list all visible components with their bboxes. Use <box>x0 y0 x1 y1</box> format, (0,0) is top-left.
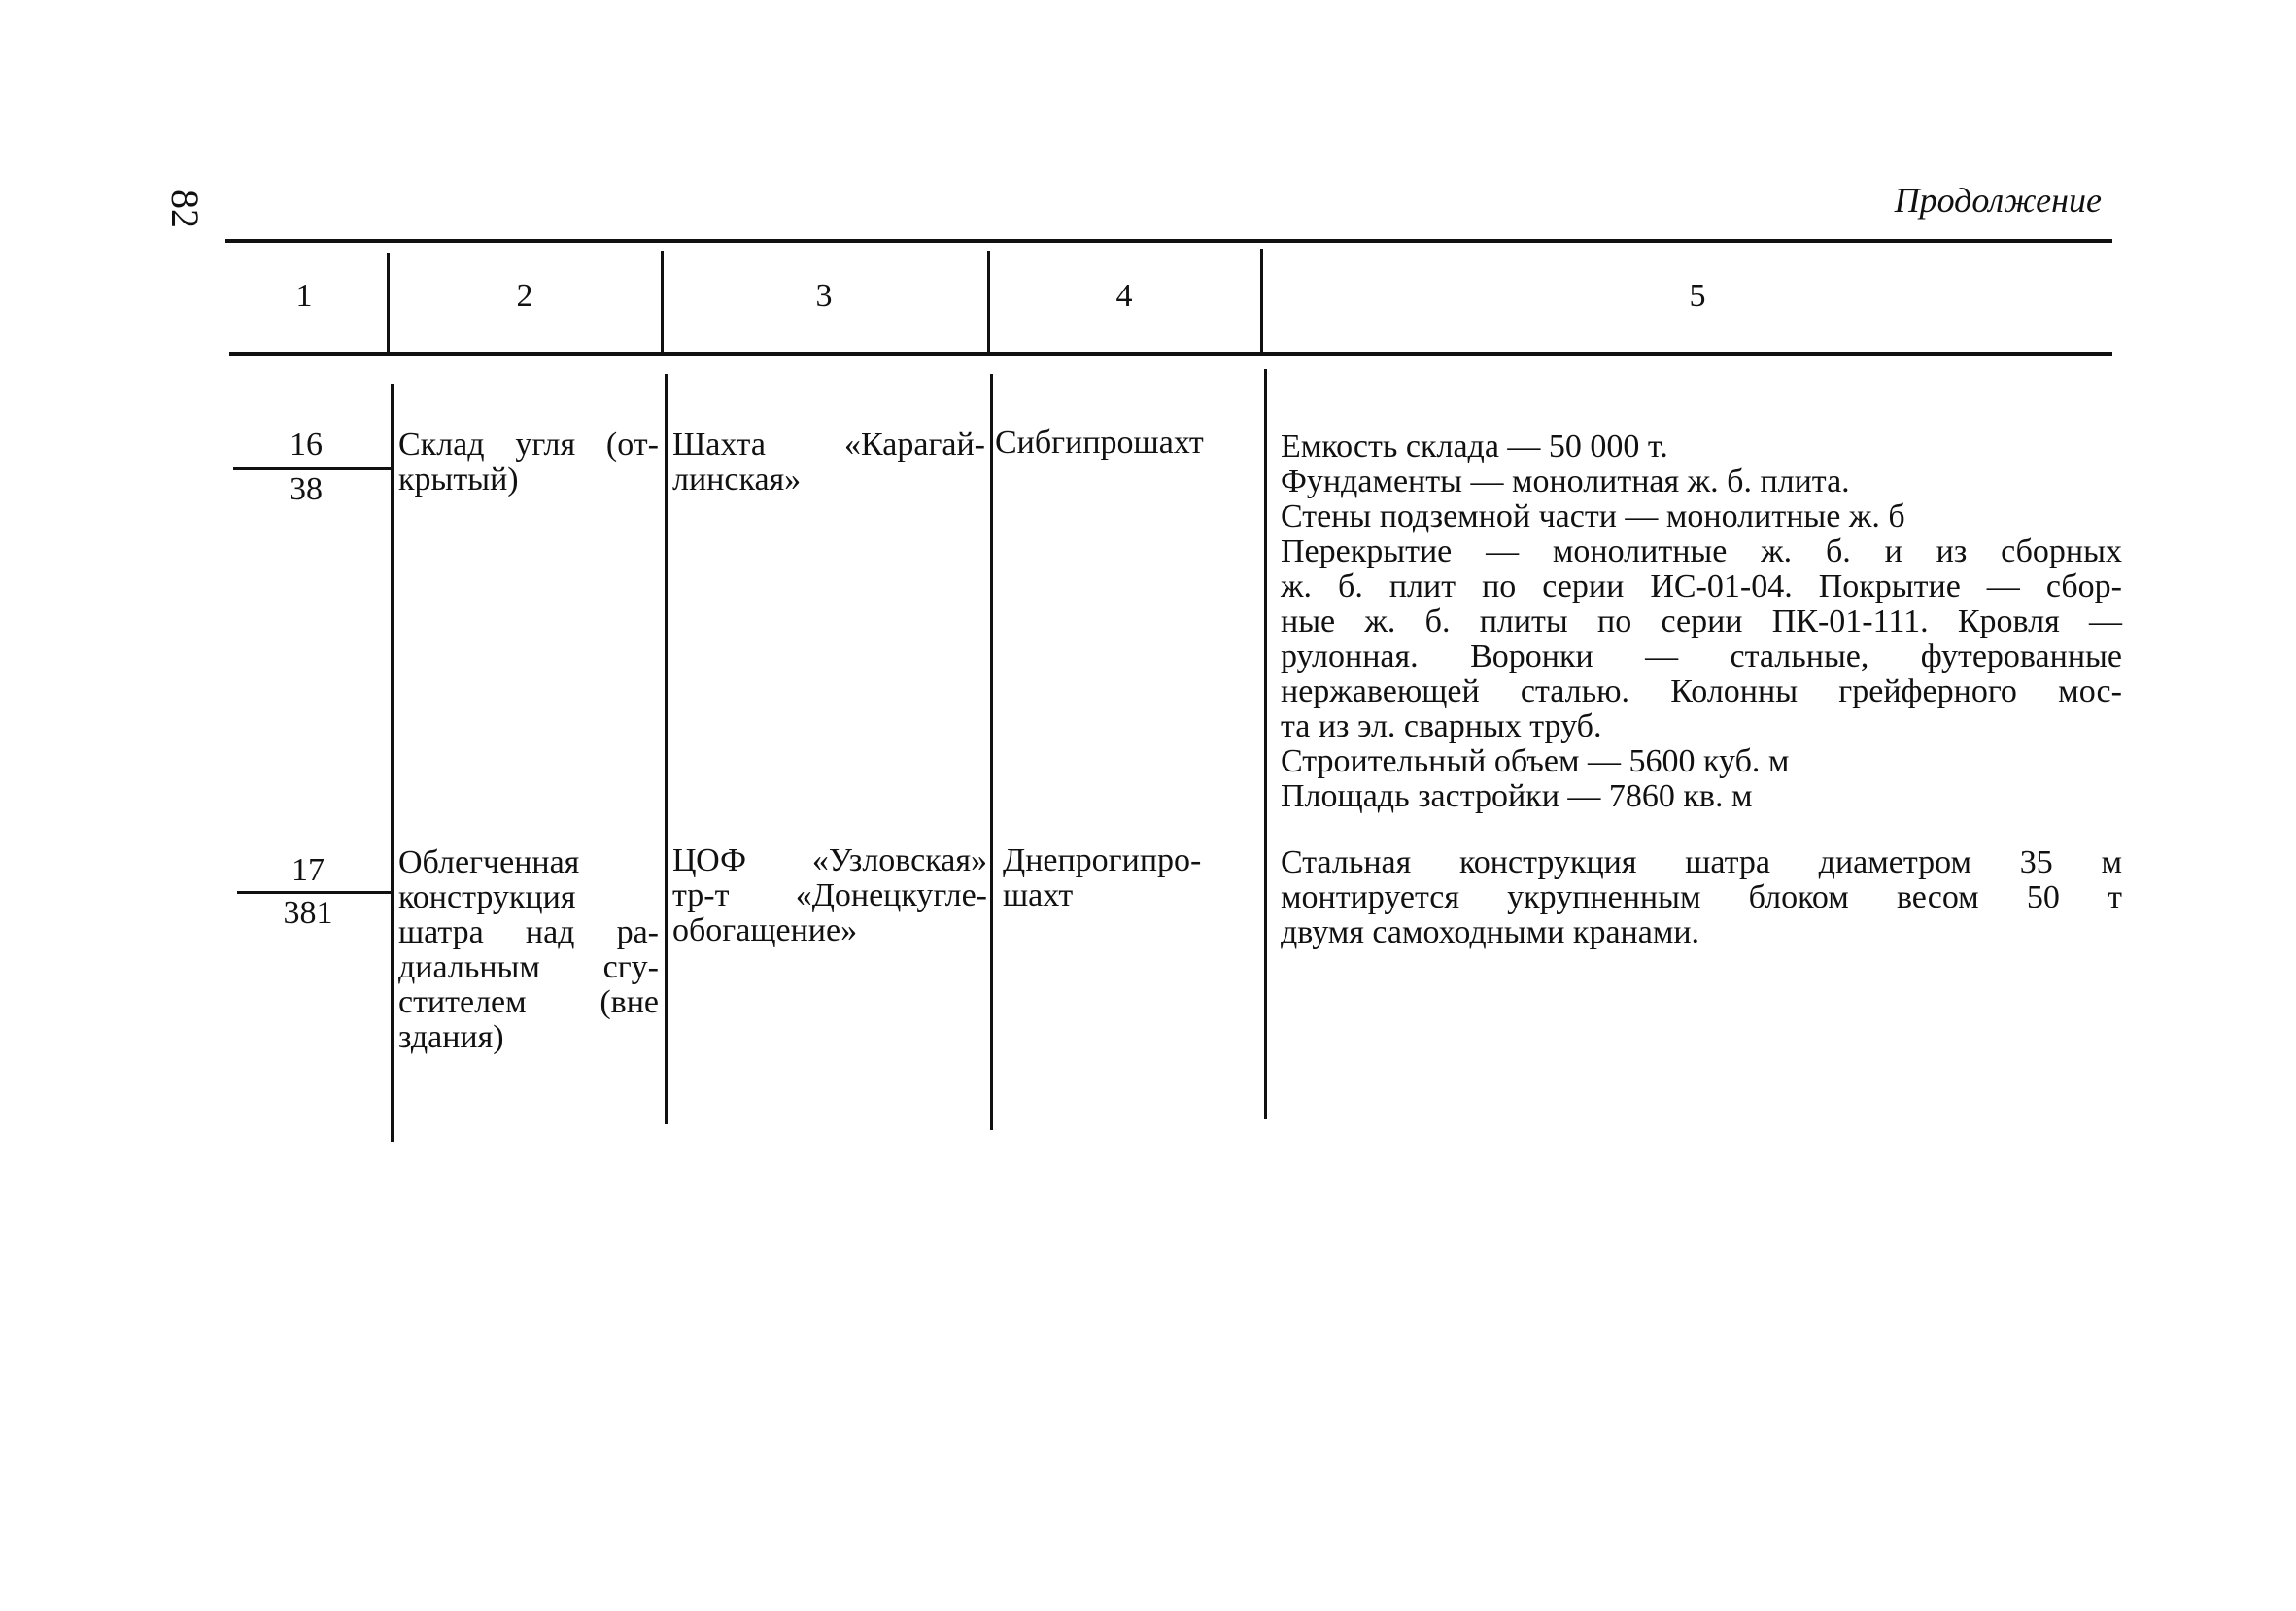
text-line: линская» <box>672 462 802 497</box>
text-line: конструкция <box>398 879 576 915</box>
location <box>672 428 985 497</box>
continuation-label: Продолжение <box>1894 181 2102 220</box>
text-line: Облегченная <box>398 844 580 880</box>
text-line: нержавеющей сталью. Колонны грейферного мос- <box>1281 673 2122 709</box>
body-separator-1 <box>391 384 394 1142</box>
header-separator-2 <box>661 251 664 352</box>
text-line: Стальная конструкция шатра диаметром 35 м <box>1281 844 2122 880</box>
location <box>672 843 987 948</box>
text-line: Емкость склада — 50 000 т. <box>1281 428 1668 464</box>
text-line: Днепрогипро- <box>1003 842 1202 878</box>
text-line: Перекрытие — монолитные ж. б. и из сборных <box>1281 533 2122 569</box>
header-separator-4 <box>1260 249 1263 352</box>
table-top-rule <box>225 239 2112 243</box>
text-line: ЦОФ «Узловская» <box>672 842 987 878</box>
row-number-denominator: 381 <box>283 895 333 931</box>
text-line: монтируется укрупненным блоком весом 50 т <box>1281 879 2122 915</box>
text-line: ные ж. б. плиты по серии ПК-01-111. Кровля — <box>1281 603 2122 639</box>
column-header-2: 2 <box>516 278 533 314</box>
table-header-rule <box>229 352 2112 356</box>
column-header-1: 1 <box>295 278 313 314</box>
text-line: Площадь застройки — 7860 кв. м <box>1281 778 1753 814</box>
text-line: Шахта «Карагай- <box>672 427 985 463</box>
text-line: рулонная. Воронки — стальные, футерованные <box>1281 638 2122 674</box>
page-number: 82 <box>163 189 207 228</box>
column-header-3: 3 <box>815 278 833 314</box>
text-line: крытый) <box>398 462 519 497</box>
text-line: тр-т «Донецкугле- <box>672 877 987 913</box>
text-line: обогащение» <box>672 912 858 948</box>
text-line: диальным сгу- <box>398 949 659 985</box>
text-line: здания) <box>398 1019 504 1055</box>
text-line: Сибгипрошахт <box>995 425 1204 461</box>
row-number-denominator: 38 <box>290 471 323 507</box>
object-name <box>398 428 659 497</box>
text-line: Строительный объем — 5600 куб. м <box>1281 743 1790 779</box>
designer <box>1003 843 1261 913</box>
text-line: та из эл. сварных труб. <box>1281 708 1602 744</box>
column-header-5: 5 <box>1689 278 1706 314</box>
text-line: Фундаменты — монолитная ж. б. плита. <box>1281 463 1850 499</box>
text-line: Склад угля (от- <box>398 427 659 463</box>
row-number: 17 <box>291 852 325 888</box>
text-line: ж. б. плит по серии ИС-01-04. Покрытие — сбор- <box>1281 568 2122 604</box>
text-line: шатра над ра- <box>398 914 659 950</box>
body-separator-4 <box>1264 369 1267 1119</box>
header-separator-3 <box>987 251 990 352</box>
body-separator-3 <box>990 374 993 1130</box>
designer <box>995 426 1262 461</box>
text-line: Стены подземной части — монолитные ж. б <box>1281 498 1905 534</box>
description <box>1281 429 2122 814</box>
text-line: стителем (вне <box>398 984 659 1020</box>
text-line: двумя самоходными кранами. <box>1281 914 1700 950</box>
row-number: 16 <box>290 427 323 463</box>
header-separator-1 <box>387 253 390 352</box>
description <box>1281 845 2122 950</box>
text-line: шахт <box>1003 877 1074 913</box>
object-name <box>398 845 659 1055</box>
body-separator-2 <box>665 374 668 1124</box>
column-header-4: 4 <box>1115 278 1133 314</box>
